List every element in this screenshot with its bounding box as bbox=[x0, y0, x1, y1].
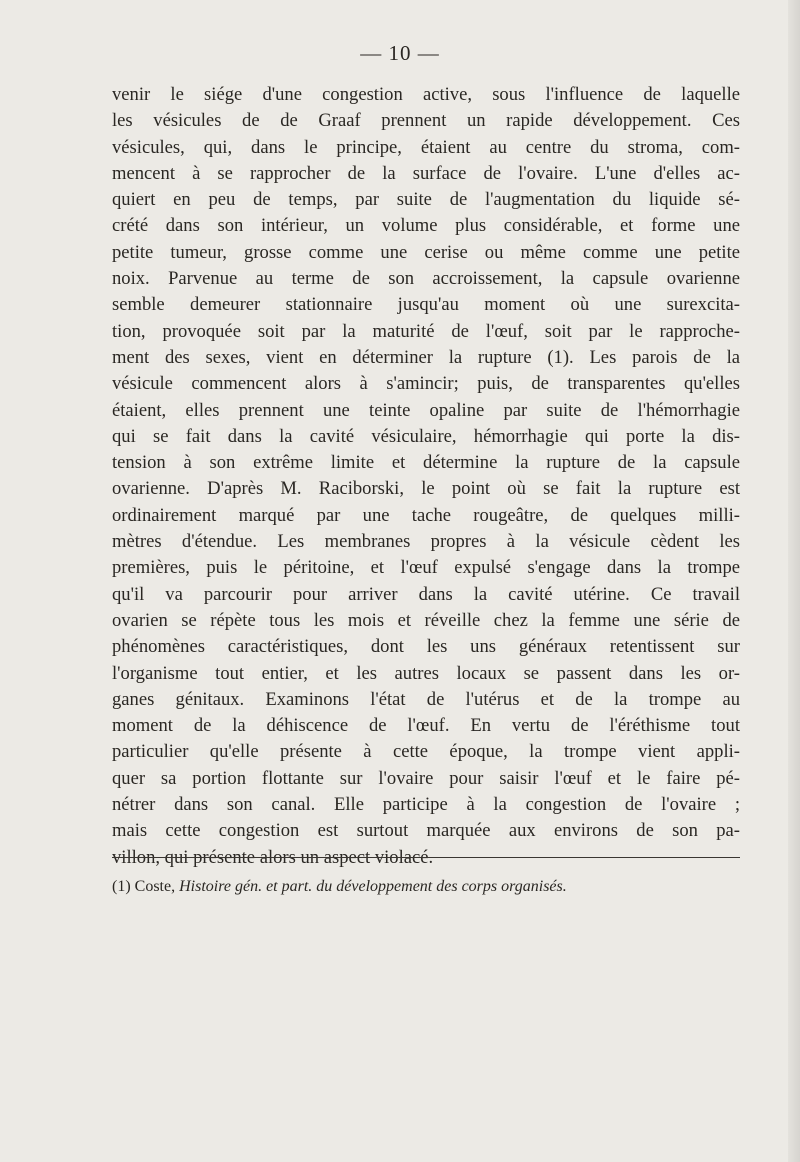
text-line: venir le siége d'une congestion active, sous l'influence de laquelle bbox=[112, 84, 740, 105]
footnote-rule bbox=[112, 857, 740, 858]
text-line: premières, puis le péritoine, et l'œuf expulsé s'engage dans la trompe bbox=[112, 557, 740, 579]
text-line: mètres d'étendue. Les membranes propres à la vésicule cèdent les bbox=[112, 531, 740, 553]
text-line: ment des sexes, vient en déterminer la rupture (1). Les parois de la bbox=[112, 346, 740, 368]
text-line: les vésicules de de Graaf prennent un rapide développement. Ces bbox=[112, 110, 740, 132]
text-line: crété dans son intérieur, un volume plus considérable, et forme une bbox=[112, 215, 740, 237]
text-line: ganes génitaux. Examinons l'état de l'utérus et de la trompe au bbox=[112, 688, 740, 710]
text-line: mencent à se rapprocher de la surface de l'ovaire. L'une d'elles ac- bbox=[112, 162, 740, 184]
text-line: particulier qu'elle présente à cette époque, la trompe vient appli- bbox=[112, 741, 740, 763]
footnote bbox=[112, 876, 740, 898]
text-line: qui se fait dans la cavité vésiculaire, hémorrhagie qui porte la dis- bbox=[112, 425, 740, 447]
footnote-marker: (1) bbox=[112, 878, 131, 895]
text-line: l'organisme tout entier, et les autres locaux se passent dans les or- bbox=[112, 662, 740, 684]
text-line: moment de la déhiscence de l'œuf. En vertu de l'éréthisme tout bbox=[112, 715, 740, 737]
text-line-last: villon, qui présente alors un aspect violacé. bbox=[112, 846, 434, 868]
text-line: tension à son extrême limite et détermine la rupture de la capsule bbox=[112, 452, 740, 474]
footnote-author: Coste, bbox=[134, 878, 176, 895]
page-edge bbox=[788, 0, 800, 1162]
text-line: ordinairement marqué par une tache rougeâtre, de quelques milli- bbox=[112, 504, 740, 526]
text-line: phénomènes caractéristiques, dont les uns généraux retentissent sur bbox=[112, 636, 740, 658]
text-line: petite tumeur, grosse comme une cerise ou même comme une petite bbox=[112, 241, 740, 263]
page-number: — 10 — bbox=[360, 41, 440, 65]
text-line: nétrer dans son canal. Elle participe à la congestion de l'ovaire ; bbox=[112, 794, 740, 816]
text-line: mais cette congestion est surtout marquée aux environs de son pa- bbox=[112, 820, 740, 842]
body-text bbox=[112, 82, 740, 871]
text-line: qu'il va parcourir pour arriver dans la cavité utérine. Ce travail bbox=[112, 583, 740, 605]
text-line: ovarienne. D'après M. Raciborski, le point où se fait la rupture est bbox=[112, 478, 740, 500]
text-line: ovarien se répète tous les mois et réveille chez la femme une série de bbox=[112, 609, 740, 631]
footnote-title: Histoire gén. et part. du développement des corps organisés. bbox=[179, 878, 567, 895]
text-line: noix. Parvenue au terme de son accroissement, la capsule ovarienne bbox=[112, 268, 740, 290]
text-line: tion, provoquée soit par la maturité de l'œuf, soit par le rapproche- bbox=[112, 320, 740, 342]
text-line: quiert en peu de temps, par suite de l'augmentation du liquide sé- bbox=[112, 189, 740, 211]
text-line: semble demeurer stationnaire jusqu'au moment où une surexcita- bbox=[112, 294, 740, 316]
text-line: vésicule commencent alors à s'amincir; puis, de transparentes qu'elles bbox=[112, 373, 740, 395]
text-line: vésicules, qui, dans le principe, étaient au centre du stroma, com- bbox=[112, 136, 740, 158]
text-line: quer sa portion flottante sur l'ovaire pour saisir l'œuf et le faire pé- bbox=[112, 767, 740, 789]
text-line: étaient, elles prennent une teinte opaline par suite de l'hémorrhagie bbox=[112, 399, 740, 421]
